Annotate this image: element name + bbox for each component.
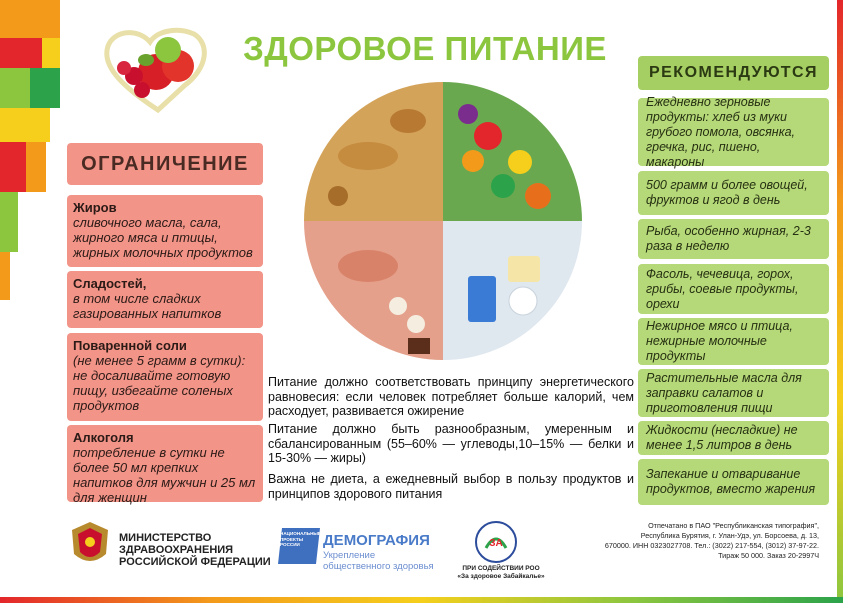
recommended-item: Растительные масла для заправки салатов и приготовления пищи (638, 369, 829, 417)
heart-fruit-icon (98, 24, 218, 116)
recommended-item: Рыба, особенно жирная, 2-3 раза в неделю (638, 219, 829, 259)
restriction-salt (67, 333, 263, 421)
national-projects-label: НАЦИОНАЛЬНЫЕ ПРОЕКТЫ РОССИИ (280, 531, 321, 547)
recommended-item: Жидкости (несладкие) не менее 1,5 литров в день (638, 421, 829, 455)
roo-logo-icon (474, 520, 518, 564)
roo-logo-text: ЗА (489, 538, 503, 549)
restriction-alcohol (67, 425, 263, 505)
recommended-item: 500 грамм и более овощей, фруктов и ягод в день (638, 171, 829, 215)
food-plate-illustration (298, 76, 588, 366)
paragraph-energy-balance: Питание должно соответствовать принципу энергетического равновесия: если человек потребляет больше калорий, чем расходует, развивается ожирение (268, 375, 634, 418)
ministry-emblem-icon (66, 520, 114, 570)
recommended-header: РЕКОМЕНДУЮТСЯ (638, 56, 829, 90)
paragraph-balanced-diet: Питание должно быть разнообразным, умеренным и сбалансированным (55–60% — углеводы,10–15% — белки и 15-30% — жиры) (268, 422, 634, 465)
roo-caption: ПРИ СОДЕЙСТВИИ РОО «За здоровое Забайкалье» (457, 565, 545, 580)
restriction-text: в том числе сладких газированных напитков (73, 291, 222, 321)
restriction-heading: Алкоголя (73, 430, 134, 445)
demography-subtitle: Укрепление общественного здоровья (323, 550, 434, 572)
recommended-item: Запекание и отваривание продуктов, вместо жарения (638, 459, 829, 505)
right-border-stripe (837, 0, 843, 603)
restriction-text: (не менее 5 грамм в сутки): не досаливайте готовую пищу, избегайте соленых продуктов (73, 353, 246, 413)
page-title: ЗДОРОВОЕ ПИТАНИЕ (243, 30, 607, 67)
restriction-text: сливочного масла, сала, жирного мяса и птицы, жирных молочных продуктов (73, 215, 253, 260)
demography-title: ДЕМОГРАФИЯ (323, 532, 430, 549)
recommended-item: Фасоль, чечевица, горох, грибы, соевые продукты, орехи (638, 264, 829, 314)
restriction-fats (67, 195, 263, 267)
print-info: Отпечатано в ПАО "Республиканская типография", Республика Бурятия, г. Улан-Удэ, ул. Борсоева, д. 13, 670000. ИНН 0323027708. Тел.: (3022) 217-554, (3012) 37-97-22. Тираж 50 000. Заказ 20-2997Ч (604, 521, 819, 560)
paragraph-daily-choice: Важна не диета, а ежедневный выбор в пользу продуктов и принципов здорового питания (268, 472, 634, 501)
restriction-text: потребление в сутки не более 50 мл крепких напитков для мужчин и 25 мл для женщин (73, 445, 256, 505)
ministry-name: МИНИСТЕРСТВО ЗДРАВООХРАНЕНИЯ РОССИЙСКОЙ ФЕДЕРАЦИИ (119, 532, 271, 568)
restriction-heading: Сладостей, (73, 276, 147, 291)
recommended-item: Ежедневно зерновые продукты: хлеб из муки грубого помола, овсянка, гречка, рис, пшено, макароны (638, 98, 829, 166)
restrictions-header: ОГРАНИЧЕНИЕ (67, 143, 263, 185)
restriction-heading: Поваренной соли (73, 338, 187, 353)
decorative-mosaic (0, 0, 60, 300)
restriction-heading: Жиров (73, 200, 117, 215)
bottom-border-stripe (0, 597, 843, 603)
restriction-sweets (67, 271, 263, 328)
recommended-item: Нежирное мясо и птица, нежирные молочные продукты (638, 318, 829, 365)
